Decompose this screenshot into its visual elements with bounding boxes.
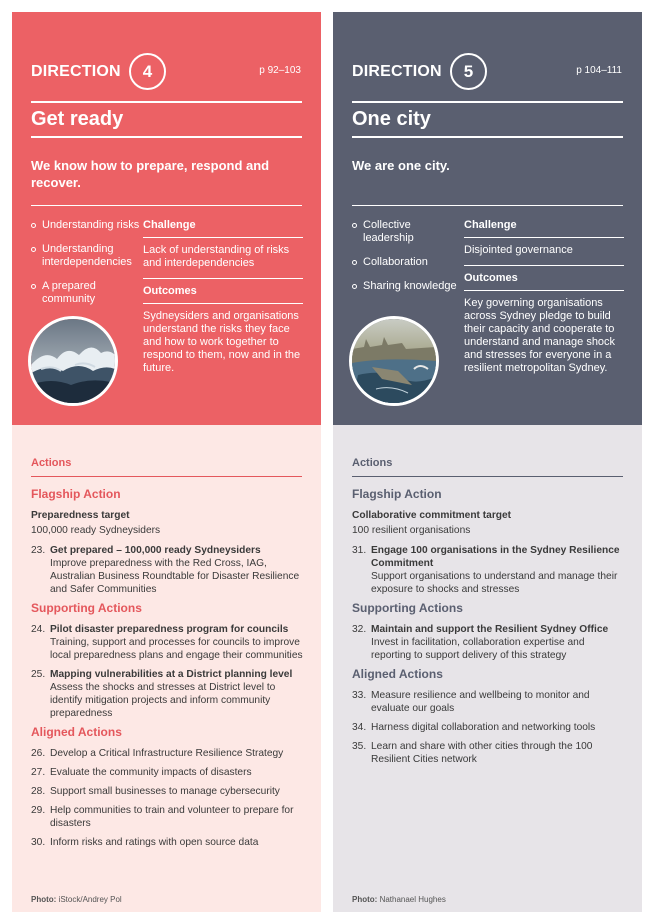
photo-credit: Photo: Nathanael Hughes xyxy=(352,895,446,904)
action-item: 26. Develop a Critical Infrastructure Resilience Strategy xyxy=(31,748,284,759)
direction-label: DIRECTION xyxy=(352,63,442,80)
bullet-icon xyxy=(31,284,36,289)
action-item: 27. Evaluate the community impacts of disasters xyxy=(31,767,252,778)
direction-4-hero xyxy=(12,12,321,425)
outcomes-text: Sydneysiders and organisations understand the risks they face and how to work together to respond to them, now and in the future. xyxy=(143,310,301,374)
action-item: 34. Harness digital collaboration and networking tools xyxy=(352,722,596,733)
direction-4-card xyxy=(12,12,321,912)
action-title: Engage 100 organisations in the Sydney Resilience Commitment xyxy=(371,545,620,569)
focus-list xyxy=(31,219,143,317)
bullet-icon xyxy=(352,284,357,289)
outcomes-heading: Outcomes xyxy=(464,272,518,284)
action-title: Get prepared – 100,000 ready Sydneysiders xyxy=(50,545,261,556)
action-item xyxy=(31,668,306,720)
action-number: 23. xyxy=(31,545,46,556)
action-number: 24. xyxy=(31,624,46,635)
target-label: Preparedness target xyxy=(31,510,130,521)
divider xyxy=(352,476,623,477)
action-item: 28. Support small businesses to manage cybersecurity xyxy=(31,786,280,797)
bullet-icon xyxy=(31,247,36,252)
action-item: 35. Learn and share with other cities through the 100 Resilient Cities network xyxy=(352,741,593,765)
action-number: 31. xyxy=(352,545,367,556)
direction-label: DIRECTION xyxy=(31,63,121,80)
direction-statement: We know how to prepare, respond and recover. xyxy=(31,158,270,190)
list-item: Collaboration xyxy=(352,256,464,269)
action-item: 33. Measure resilience and wellbeing to monitor and evaluate our goals xyxy=(352,690,590,714)
action-item: 29. Help communities to train and volunteer to prepare for disasters xyxy=(31,805,294,829)
storm-sea-photo xyxy=(28,316,118,406)
action-item xyxy=(352,544,627,596)
divider xyxy=(143,303,303,304)
bullet-icon xyxy=(352,223,357,228)
action-desc: Improve preparedness with the Red Cross, IAG, Australian Business Roundtable for Disaster Resilience and Safer Communities xyxy=(50,558,300,595)
action-desc: Invest in facilitation, collaboration expertise and reporting to support delivery of this strategy xyxy=(371,637,585,661)
outcomes-heading: Outcomes xyxy=(143,285,197,297)
divider xyxy=(31,101,302,103)
actions-heading: Actions xyxy=(31,457,72,469)
challenge-text: Lack of understanding of risks and interdependencies xyxy=(143,244,290,269)
actions-list xyxy=(31,488,306,855)
direction-5-card xyxy=(333,12,642,912)
bullet-icon xyxy=(31,223,36,228)
supporting-heading: Supporting Actions xyxy=(352,601,463,615)
target-label: Collaborative commitment target xyxy=(352,510,512,521)
direction-5-hero xyxy=(333,12,642,425)
divider xyxy=(143,278,303,279)
challenge-text: Disjointed governance xyxy=(464,244,573,256)
harbour-photo xyxy=(349,316,439,406)
outcomes-text: Key governing organisations across Sydney pledge to build their capacity and cooperate to understand and manage shock and stresses for everyone in a resilient metropolitan Sydney. xyxy=(464,297,616,374)
aligned-heading: Aligned Actions xyxy=(31,725,122,739)
divider xyxy=(464,290,624,291)
direction-title: Get ready xyxy=(31,108,124,130)
divider xyxy=(31,136,302,138)
divider xyxy=(31,476,302,477)
list-item: Collective leadership xyxy=(352,219,464,245)
page-range: p 92–103 xyxy=(259,65,301,76)
flagship-heading: Flagship Action xyxy=(31,487,121,501)
action-item: 30. Inform risks and ratings with open source data xyxy=(31,837,259,848)
bullet-icon xyxy=(352,260,357,265)
action-desc: Training, support and processes for councils to improve local preparedness plans and engage their communities xyxy=(50,637,303,661)
action-title: Pilot disaster preparedness program for councils xyxy=(50,624,289,635)
divider xyxy=(464,237,624,238)
focus-list xyxy=(352,219,464,304)
target-value: 100,000 ready Sydneysiders xyxy=(31,525,161,536)
list-item: Sharing knowledge xyxy=(352,280,464,293)
action-item xyxy=(31,623,306,662)
action-desc: Assess the shocks and stresses at District level to identify mitigation projects and inform community preparedness xyxy=(50,682,276,719)
challenge-heading: Challenge xyxy=(464,219,517,231)
direction-title: One city xyxy=(352,108,431,130)
direction-statement: We are one city. xyxy=(352,158,450,173)
action-item xyxy=(352,623,627,662)
page-range: p 104–111 xyxy=(576,65,622,76)
divider xyxy=(352,205,623,206)
list-item: Understanding risks xyxy=(31,219,143,232)
divider xyxy=(352,101,623,103)
aligned-heading: Aligned Actions xyxy=(352,667,443,681)
divider xyxy=(31,205,302,206)
challenge-heading: Challenge xyxy=(143,219,196,231)
direction-number-badge: 5 xyxy=(450,53,487,90)
challenge-outcomes xyxy=(143,219,303,383)
action-title: Mapping vulnerabilities at a District planning level xyxy=(50,669,293,680)
supporting-heading: Supporting Actions xyxy=(31,601,142,615)
list-item: Understanding interdependencies xyxy=(31,243,143,269)
action-desc: Support organisations to understand and manage their exposure to shocks and stresses xyxy=(371,571,618,595)
direction-number-badge: 4 xyxy=(129,53,166,90)
list-item: A prepared community xyxy=(31,280,143,306)
divider xyxy=(464,265,624,266)
challenge-outcomes xyxy=(464,219,624,383)
divider xyxy=(143,237,303,238)
action-title: Maintain and support the Resilient Sydney Office xyxy=(371,624,609,635)
actions-heading: Actions xyxy=(352,457,393,469)
actions-list xyxy=(352,488,627,772)
photo-credit: Photo: iStock/Andrey Pol xyxy=(31,895,122,904)
target-value: 100 resilient organisations xyxy=(352,525,471,536)
action-number: 32. xyxy=(352,624,367,635)
action-item xyxy=(31,544,306,596)
divider xyxy=(352,136,623,138)
action-number: 25. xyxy=(31,669,46,680)
flagship-heading: Flagship Action xyxy=(352,487,442,501)
